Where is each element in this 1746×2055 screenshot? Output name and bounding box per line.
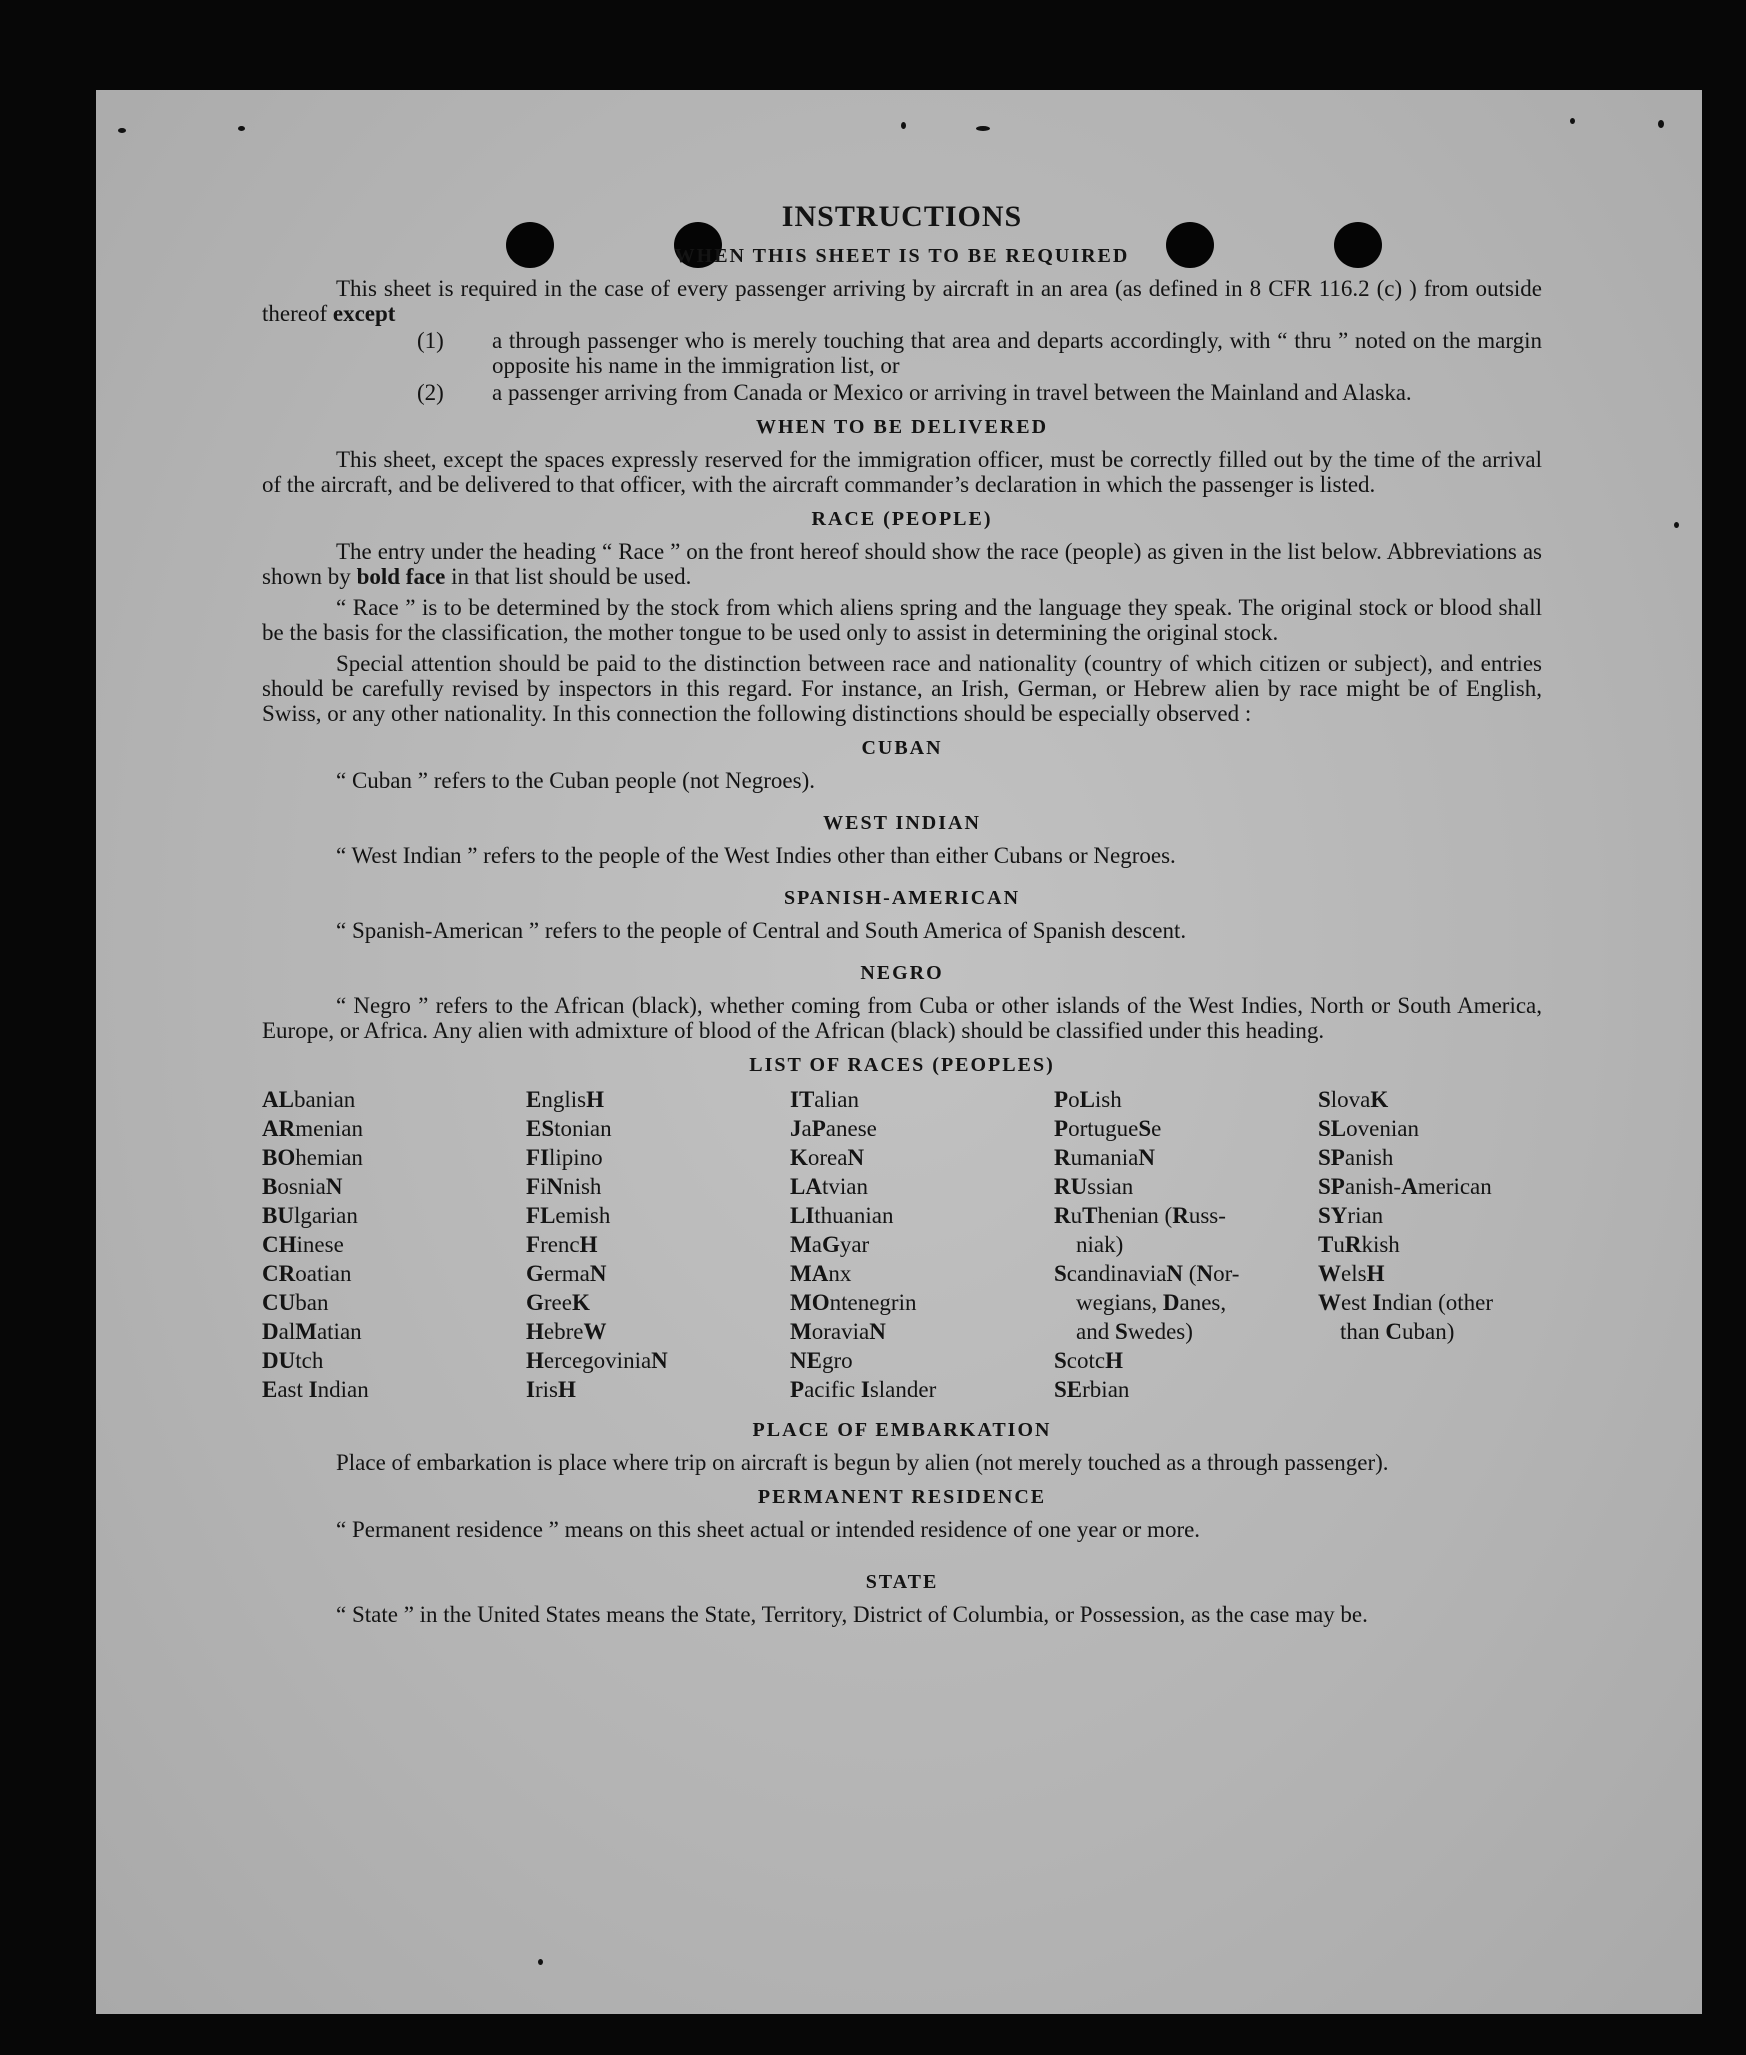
race-entry: ITalian: [790, 1087, 859, 1112]
race-entry: CRoatian: [262, 1261, 352, 1286]
page-title: INSTRUCTIONS: [781, 200, 1023, 233]
race-entry: WelsH: [1318, 1261, 1385, 1286]
heading-residence: PERMANENT RESIDENCE: [757, 1486, 1047, 1508]
heading-cuban: CUBAN: [861, 737, 943, 759]
race-list: [262, 1085, 1542, 1404]
race-entry: BosniaN: [262, 1174, 343, 1199]
race-entry: ARmenian: [262, 1116, 363, 1141]
exception-item: [262, 380, 1542, 405]
race-entry: IrisH: [526, 1377, 576, 1402]
instructions-content: [262, 200, 1542, 1627]
race-entry: PoLish: [1054, 1087, 1122, 1112]
heading-when-delivered: WHEN TO BE DELIVERED: [755, 416, 1049, 438]
race-entry: CHinese: [262, 1232, 344, 1257]
race-entry: GermaN: [526, 1261, 607, 1286]
race-entry: EnglisH: [526, 1087, 604, 1112]
race-entry: PortugueSe: [1054, 1116, 1162, 1141]
heading-west-indian: WEST INDIAN: [823, 812, 981, 834]
race-entry: NEgro: [790, 1348, 853, 1373]
scan-speck: [1570, 118, 1575, 124]
state-text: “ State ” in the United States means the State, Territory, District of Columbia, or Possession, as the case may be.: [336, 1602, 1368, 1627]
embarkation-text: Place of embarkation is place where trip on aircraft is begun by alien (not merely touched as a through passenger).: [336, 1450, 1389, 1475]
race-entry: SPanish: [1318, 1145, 1394, 1170]
race-entry: LAtvian: [790, 1174, 868, 1199]
race-entry: MoraviaN: [790, 1319, 886, 1344]
heading-state: STATE: [865, 1571, 939, 1593]
heading-when-required: WHEN THIS SHEET IS TO BE REQUIRED: [674, 245, 1130, 267]
race-entry: Pacific Islander: [790, 1377, 937, 1402]
race-paragraph: Special attention should be paid to the distinction between race and nationality (country of which citizen or subject), and entries should be carefully revised by inspectors in this regard. For instance, an Irish, German, or Hebrew alien by race might be of English, Swiss, or any other nationality. In this connection the following distinctions should be especially observed :: [262, 651, 1542, 726]
race-entry: FLemish: [526, 1203, 611, 1228]
race-entry: DUtch: [262, 1348, 324, 1373]
race-entry: CUban: [262, 1290, 329, 1315]
race-entry: BOhemian: [262, 1145, 363, 1170]
race-entry: FIlipino: [526, 1145, 603, 1170]
race-entry: SErbian: [1054, 1377, 1130, 1402]
race-entry: EStonian: [526, 1116, 612, 1141]
residence-text: “ Permanent residence ” means on this sheet actual or intended residence of one year or more.: [336, 1517, 1201, 1542]
race-entry: SPanish-American: [1318, 1174, 1492, 1199]
race-column: [790, 1085, 1054, 1404]
cuban-text: “ Cuban ” refers to the Cuban people (not Negroes).: [336, 768, 816, 793]
race-entry: KoreaN: [790, 1145, 865, 1170]
race-entry: TuRkish: [1318, 1232, 1400, 1257]
race-entry: BUlgarian: [262, 1203, 358, 1228]
race-entry: RumaniaN: [1054, 1145, 1155, 1170]
race-entry: MAnx: [790, 1261, 852, 1286]
item-number: (2): [417, 380, 444, 405]
negro-text: “ Negro ” refers to the African (black), whether coming from Cuba or other islands of the West Indies, North or South America, Europe, or Africa. Any alien with admixture of blood of the African (black) should be classified under this heading.: [262, 993, 1542, 1043]
race-entry: HercegoviniaN: [526, 1348, 668, 1373]
heading-list-of-races: LIST OF RACES (PEOPLES): [749, 1054, 1055, 1076]
when-required-intro: This sheet is required in the case of every passenger arriving by aircraft in an area (as defined in 8 CFR 116.2 (c) ) from outside thereof except: [262, 276, 1542, 326]
race-entry: ScandinaviaN (Nor-: [1054, 1261, 1240, 1286]
item-text: a passenger arriving from Canada or Mexico or arriving in travel between the Mainland and Alaska.: [492, 380, 1412, 405]
emphasis-bold-face: bold face: [356, 564, 446, 589]
race-entry: West Indian (other: [1318, 1290, 1494, 1315]
race-entry: SlovaK: [1318, 1087, 1389, 1112]
race-entry: than Cuban): [1340, 1319, 1455, 1344]
scan-speck: [976, 126, 990, 131]
race-entry: DalMatian: [262, 1319, 362, 1344]
race-entry: MaGyar: [790, 1232, 870, 1257]
race-entry: FrencH: [526, 1232, 598, 1257]
heading-negro: NEGRO: [860, 962, 944, 984]
heading-spanish-american: SPANISH-AMERICAN: [783, 887, 1021, 909]
race-column: [262, 1085, 526, 1404]
scan-speck: [118, 128, 126, 133]
race-entry: ScotcH: [1054, 1348, 1123, 1373]
race-entry: HebreW: [526, 1319, 607, 1344]
race-entry: and Swedes): [1076, 1319, 1193, 1344]
scan-speck: [1658, 120, 1664, 128]
emphasis-except: except: [332, 301, 396, 326]
scan-speck: [238, 126, 245, 131]
exception-item: [262, 328, 1542, 378]
race-column: [1318, 1085, 1582, 1404]
heading-race: RACE (PEOPLE): [811, 508, 993, 530]
race-entry: MOntenegrin: [790, 1290, 917, 1315]
scan-speck: [901, 122, 906, 129]
scan-speck: [1674, 522, 1679, 528]
item-number: (1): [417, 328, 444, 353]
race-entry: GreeK: [526, 1290, 590, 1315]
race-entry: RUssian: [1054, 1174, 1134, 1199]
race-entry: niak): [1076, 1232, 1124, 1257]
race-entry: SYrian: [1318, 1203, 1384, 1228]
race-entry: RuThenian (Russ-: [1054, 1203, 1226, 1228]
scan-speck: [538, 1959, 543, 1965]
race-entry: LIthuanian: [790, 1203, 894, 1228]
when-delivered-text: This sheet, except the spaces expressly reserved for the immigration officer, must be correctly filled out by the time of the arrival of the aircraft, and be delivered to that officer, with the aircraft commander’s declaration in which the passenger is listed.: [262, 447, 1542, 497]
race-column: [1054, 1085, 1318, 1404]
west-indian-text: “ West Indian ” refers to the people of the West Indies other than either Cubans or Negroes.: [336, 843, 1176, 868]
race-paragraph: “ Race ” is to be determined by the stock from which aliens spring and the language they speak. The original stock or blood shall be the basis for the classification, the mother tongue to be used only to assist in determining the original stock.: [262, 595, 1542, 645]
race-entry: SLovenian: [1318, 1116, 1419, 1141]
race-entry: FiNnish: [526, 1174, 602, 1199]
race-entry: ALbanian: [262, 1087, 356, 1112]
spanish-american-text: “ Spanish-American ” refers to the people of Central and South America of Spanish descent.: [336, 918, 1187, 943]
race-column: [526, 1085, 790, 1404]
race-entry: wegians, Danes,: [1076, 1290, 1227, 1315]
heading-embarkation: PLACE OF EMBARKATION: [752, 1419, 1052, 1441]
race-entry: JaPanese: [790, 1116, 877, 1141]
race-entry: East Indian: [262, 1377, 369, 1402]
race-paragraph: The entry under the heading “ Race ” on the front hereof should show the race (people) as given in the list below. Abbreviations as shown by bold face in that list should be used.: [262, 539, 1542, 589]
item-text: a through passenger who is merely touching that area and departs accordingly, with “ thru ” noted on the margin opposite his name in the immigration list, or: [492, 328, 1542, 378]
